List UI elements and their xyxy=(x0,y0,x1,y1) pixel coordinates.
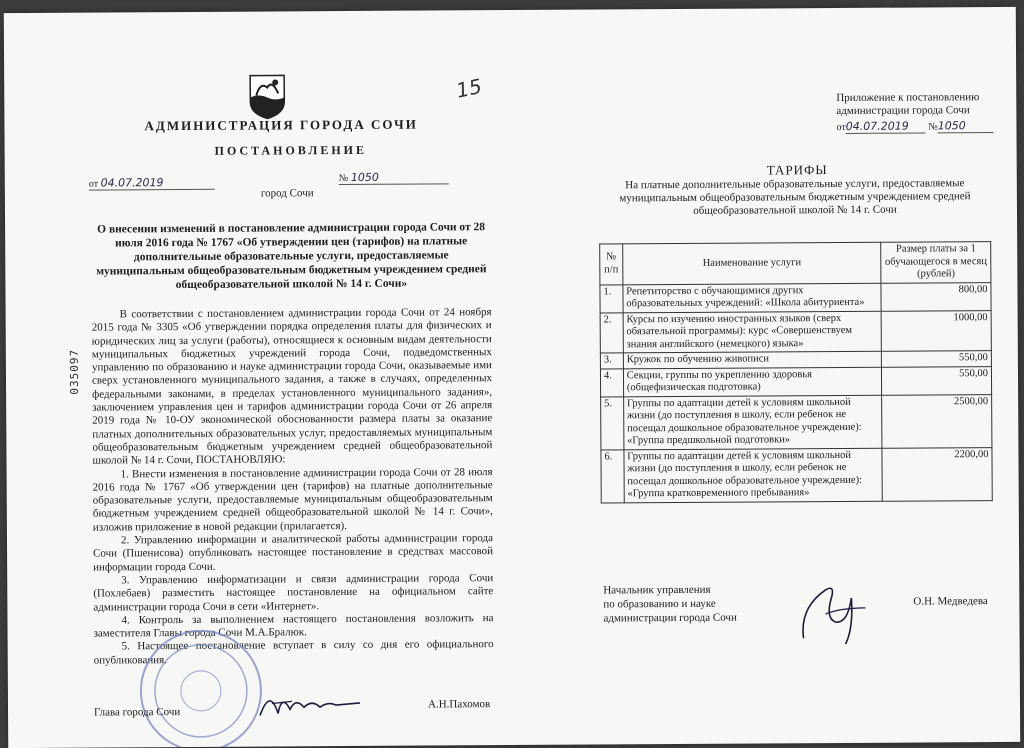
scanned-document xyxy=(4,7,1020,748)
appendix-header xyxy=(836,91,979,118)
row-price: 1000,00 xyxy=(881,310,991,351)
serial-number: 035097 xyxy=(67,348,82,395)
decree-date xyxy=(89,176,215,191)
appendix-signer-role xyxy=(603,583,737,626)
appendix-line: администрации города Сочи xyxy=(836,104,970,118)
row-price: 2500,00 xyxy=(882,394,992,448)
row-number: 4. xyxy=(600,368,623,396)
body-paragraph: 3. Управлению информатизации и связи администрации города Сочи (Похлебаев) разместить настоящее постановление на официальном сайте администрации города Сочи в сети «Интернет». xyxy=(93,572,494,614)
signer-role: Глава города Сочи xyxy=(94,706,181,719)
body-paragraph: 1. Внести изменения в постановление администрации города Сочи от 28 июля 2016 года № 1767 «Об утверждении цен (тарифов) на платные дополнительные образовательные услуги, предоставляемые муниципальным общеобразовательным бюджетным учреждением средней общеобразовательной школой № 14 г. Сочи», изложив приложение в новой редакции (прилагается). xyxy=(92,465,493,534)
signer-role-line: администрации города Сочи xyxy=(603,611,737,625)
row-service: Группы по адаптации детей к условиям школьной жизни (до поступления в школу, если ребенок не посещал дошкольное образовательное учреждение): «Группа предшкольной подготовки» xyxy=(623,395,882,450)
tariff-table xyxy=(599,241,993,503)
tariffs-title: ТАРИФЫ xyxy=(766,162,828,178)
row-number: 2. xyxy=(600,312,623,353)
row-number: 3. xyxy=(600,353,623,369)
appendix-signer-name: О.Н. Медведева xyxy=(913,595,988,608)
column-header-number: № п/п xyxy=(600,244,623,285)
signer-role-line: по образованию и науке xyxy=(603,597,716,611)
row-number: 1. xyxy=(600,284,623,312)
number-prefix: № xyxy=(338,172,349,185)
row-price: 2200,00 xyxy=(882,447,992,501)
column-header-service: Наименование услуги xyxy=(622,242,881,284)
city-emblem-icon xyxy=(248,73,286,119)
table-row xyxy=(601,447,992,502)
row-service: Кружок по обучению живописи xyxy=(623,351,882,368)
date-value: 04.07.2019 xyxy=(845,119,909,133)
tariffs-subtitle: На платные дополнительные образовательные услуги, предоставляемые муниципальным общеобразовательным бюджетным учреждением средней общеобразовательной школой № 14 г. Сочи xyxy=(619,177,971,217)
date-prefix: от xyxy=(88,178,99,190)
date-prefix: от xyxy=(836,121,846,134)
row-number: 5. xyxy=(601,396,624,449)
signer-role-line: Начальник управления xyxy=(603,583,711,597)
table-row xyxy=(600,282,991,312)
appendix-date-number xyxy=(836,119,993,134)
administration-title: АДМИНИСТРАЦИЯ ГОРОДА СОЧИ xyxy=(144,116,418,134)
table-header-row xyxy=(600,242,991,285)
city-label: город Сочи xyxy=(260,187,314,200)
number-value: 1050 xyxy=(937,119,966,133)
row-service: Секции, группы по укреплению здоровья (общефизическая подготовка) xyxy=(623,367,882,397)
column-header-price: Размер платы за 1 обучающегося в месяц (рублей) xyxy=(881,242,991,283)
number-value: 1050 xyxy=(350,170,379,184)
signature-medvedeva-icon xyxy=(795,578,875,650)
body-paragraph: В соответствии с постановлением администрации города Сочи от 24 ноября 2015 года № 3305 «Об утверждении порядка определения платы для физических и юридических лиц за услуги (работы), относящиеся к основным видам деятельности муниципальных бюджетных учреждений города Сочи, подведомственных управлению по образованию и науке администрации города Сочи, оказываемые ими сверх установленного муниципального задания, а также в случаях, определенных федеральными законами, в пределах установленного муниципального задания», заключением управления цен и тарифов администрации города Сочи от 26 апреля 2019 года № 10-ОУ экономической обоснованности размера платы за оказание платных дополнительных образовательных услуг, предоставляемых муниципальным общеобразовательным бюджетным учреждением средней общеобразовательной школой № 14 г. Сочи, ПОСТАНОВЛЯЮ: xyxy=(91,306,493,467)
row-service: Группы по адаптации детей к условиям школьной жизни (до поступления в школу, если ребенок не посещал дошкольное образовательное учреждение): «Группа кратковременного пребывания» xyxy=(624,448,883,503)
row-service: Репетиторство с обучающимися других образовательных учреждений: «Школа абитуриента» xyxy=(623,283,882,313)
handwritten-page-mark: 15 xyxy=(453,73,484,103)
table-row xyxy=(600,366,991,396)
row-price: 550,00 xyxy=(882,366,992,395)
row-service: Курсы по изучению иностранных языков (сверх обязательной программы): курс «Совершенствуем знания английского (немецкого) языка» xyxy=(623,311,882,353)
decree-title: ПОСТАНОВЛЕНИЕ xyxy=(214,142,368,158)
body-paragraph: 5. Настоящее постановление вступает в силу со дня его официального опубликования. xyxy=(93,638,494,667)
row-number: 6. xyxy=(601,449,624,502)
appendix-line: Приложение к постановлению xyxy=(836,91,980,105)
row-price: 550,00 xyxy=(882,351,992,367)
signature-pakhomov-icon xyxy=(256,683,366,724)
table-row xyxy=(601,394,992,449)
official-seal-icon xyxy=(136,626,267,748)
body-paragraph: 4. Контроль за выполнением настоящего постановления возложить на заместителя Главы города Сочи М.А.Бралюк. xyxy=(93,611,494,640)
date-value: 04.07.2019 xyxy=(100,176,164,190)
decree-subject: О внесении изменений в постановление администрации города Сочи от 28 июля 2016 года № 1767 «Об утверждении цен (тарифов) на платные дополнительные образовательные услуги, предоставляемые муниципальным общеобразовательным бюджетным учреждением средней общеобразовательной школой № 14 г. Сочи» xyxy=(96,221,487,292)
table-row xyxy=(600,310,991,353)
decree-body xyxy=(92,306,494,667)
row-price: 800,00 xyxy=(881,282,991,311)
decree-number xyxy=(339,170,449,185)
body-paragraph: 2. Управлению информации и аналитической работы администрации города Сочи (Пшенисова) опубликовать настоящее постановление в средствах массовой информации города Сочи. xyxy=(93,532,494,574)
number-prefix: № xyxy=(928,121,938,133)
signer-name: А.Н.Пахомов xyxy=(427,698,491,711)
